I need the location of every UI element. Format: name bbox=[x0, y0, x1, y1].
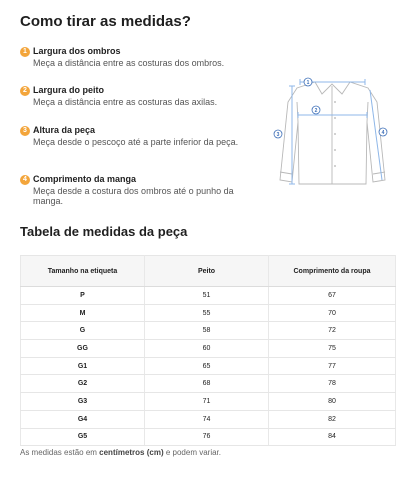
note-text: As medidas estão em bbox=[20, 448, 100, 457]
length-value: 84 bbox=[269, 428, 396, 446]
page-title: Como tirar as medidas? bbox=[20, 13, 191, 30]
table-row bbox=[21, 393, 396, 411]
note-unit: centímetros (cm) bbox=[99, 448, 164, 457]
chest-value: 60 bbox=[145, 340, 269, 358]
measure-step-shoulders bbox=[20, 46, 260, 68]
column-header: Comprimento da roupa bbox=[269, 256, 396, 287]
column-header: Tamanho na etiqueta bbox=[21, 256, 145, 287]
chest-value: 74 bbox=[145, 410, 269, 428]
diagram-marker: 4 bbox=[381, 129, 385, 136]
measure-step-height bbox=[20, 125, 260, 147]
note-text-end: e podem variar. bbox=[163, 448, 221, 457]
size-label: G1 bbox=[21, 357, 145, 375]
length-value: 82 bbox=[269, 410, 396, 428]
table-row bbox=[21, 428, 396, 446]
diagram-marker: 2 bbox=[314, 107, 318, 114]
table-row bbox=[21, 375, 396, 393]
chest-value: 55 bbox=[145, 304, 269, 322]
table-row bbox=[21, 340, 396, 358]
length-value: 80 bbox=[269, 393, 396, 411]
size-label: G4 bbox=[21, 410, 145, 428]
diagram-marker: 1 bbox=[306, 79, 310, 86]
length-value: 78 bbox=[269, 375, 396, 393]
step-title: Largura dos ombros bbox=[33, 46, 121, 56]
step-description: Meça desde o pescoço até a parte inferior da peça. bbox=[33, 137, 239, 147]
measure-step-chest bbox=[20, 85, 260, 107]
size-label: P bbox=[21, 287, 145, 305]
size-label: M bbox=[21, 304, 145, 322]
chest-value: 51 bbox=[145, 287, 269, 305]
step-title: Altura da peça bbox=[33, 125, 96, 135]
step-title: Comprimento da manga bbox=[33, 174, 137, 184]
length-value: 77 bbox=[269, 357, 396, 375]
step-number-badge: 2 bbox=[20, 86, 30, 96]
size-label: G5 bbox=[21, 428, 145, 446]
chest-value: 76 bbox=[145, 428, 269, 446]
step-description: Meça a distância entre as costuras dos ombros. bbox=[33, 58, 225, 68]
step-description: Meça desde a costura dos ombros até o punho da manga. bbox=[33, 186, 234, 206]
size-table-title: Tabela de medidas da peça bbox=[20, 224, 188, 239]
table-row bbox=[21, 304, 396, 322]
step-number-badge: 1 bbox=[20, 47, 30, 57]
table-header-row bbox=[21, 256, 396, 287]
table-row bbox=[21, 357, 396, 375]
length-value: 75 bbox=[269, 340, 396, 358]
step-description: Meça a distância entre as costuras das axilas. bbox=[33, 97, 218, 107]
table-row bbox=[21, 287, 396, 305]
table-row bbox=[21, 410, 396, 428]
chest-value: 58 bbox=[145, 322, 269, 340]
step-number-badge: 4 bbox=[20, 175, 30, 185]
size-label: G3 bbox=[21, 393, 145, 411]
measure-step-sleeve bbox=[20, 174, 260, 206]
length-value: 72 bbox=[269, 322, 396, 340]
diagram-marker: 3 bbox=[276, 131, 280, 138]
chest-value: 68 bbox=[145, 375, 269, 393]
chest-value: 65 bbox=[145, 357, 269, 375]
measurement-note bbox=[20, 448, 221, 457]
size-label: GG bbox=[21, 340, 145, 358]
shirt-measurement-icon bbox=[270, 72, 395, 194]
chest-value: 71 bbox=[145, 393, 269, 411]
size-table bbox=[20, 255, 396, 446]
table-row bbox=[21, 322, 396, 340]
length-value: 70 bbox=[269, 304, 396, 322]
length-value: 67 bbox=[269, 287, 396, 305]
step-title: Largura do peito bbox=[33, 85, 105, 95]
column-header: Peito bbox=[145, 256, 269, 287]
size-label: G bbox=[21, 322, 145, 340]
size-label: G2 bbox=[21, 375, 145, 393]
step-number-badge: 3 bbox=[20, 126, 30, 136]
